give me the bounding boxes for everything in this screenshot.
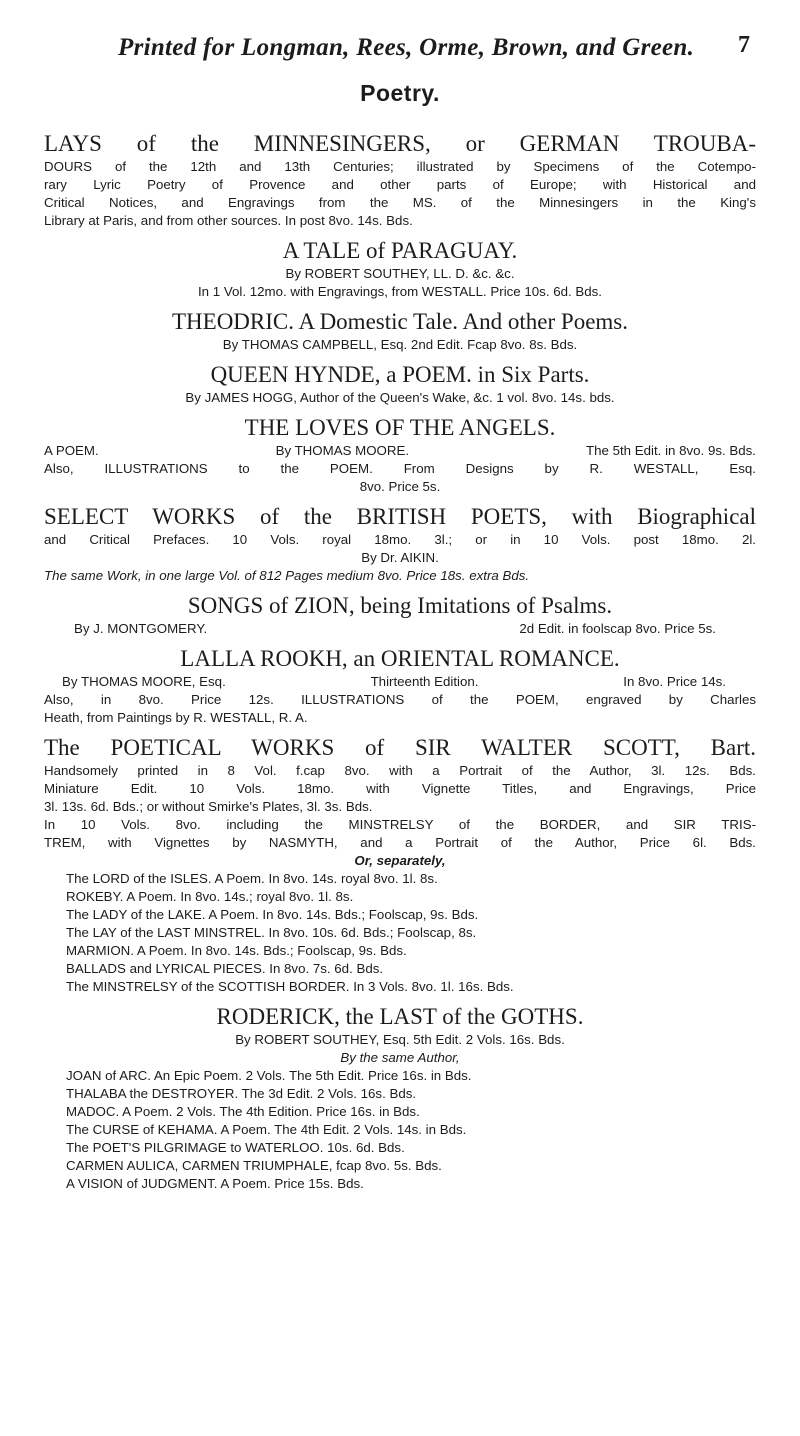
- entry-price: In 8vo. Price 14s.: [623, 674, 726, 689]
- entry-title: QUEEN HYNDE, a POEM. in Six Parts.: [210, 362, 590, 387]
- entry-poetical-works-scott: [44, 734, 756, 996]
- entry-item: BALLADS and LYRICAL PIECES. In 8vo. 7s. 6d. Bds.: [66, 961, 384, 976]
- entry-item: The CURSE of KEHAMA. A Poem. The 4th Edit. 2 Vols. 14s. in Bds.: [66, 1122, 467, 1137]
- entry-loves-of-the-angels: [44, 414, 756, 496]
- entry-title: THE LOVES OF THE ANGELS.: [244, 415, 556, 440]
- entry-line: In 1 Vol. 12mo. with Engravings, from WESTALL. Price 10s. 6d. Bds.: [197, 284, 602, 299]
- entry-line: Heath, from Paintings by R. WESTALL, R. A.: [44, 710, 308, 725]
- entry-subheading: By the same Author,: [340, 1050, 460, 1065]
- page-number: 7: [738, 32, 750, 58]
- entry-genre: A POEM.: [44, 443, 99, 458]
- entry-item: MADOC. A Poem. 2 Vols. The 4th Edition. Price 16s. in Bds.: [66, 1104, 420, 1119]
- section-title: Poetry.: [360, 80, 440, 106]
- entry-edition: 2d Edit. in foolscap 8vo. Price 5s.: [519, 621, 716, 636]
- entry-item: JOAN of ARC. An Epic Poem. 2 Vols. The 5th Edit. Price 16s. in Bds.: [66, 1068, 472, 1083]
- entry-line: Miniature Edit. 10 Vols. 18mo. with Vignette Titles, and Engravings, Price: [44, 781, 756, 796]
- entry-line: and Critical Prefaces. 10 Vols. royal 18mo. 3l.; or in 10 Vols. post 18mo. 2l.: [44, 532, 756, 547]
- entry-author-line: By ROBERT SOUTHEY, LL. D. &c. &c.: [285, 266, 515, 281]
- entry-lalla-rookh: [44, 645, 756, 727]
- entry-item: The LORD of the ISLES. A Poem. In 8vo. 14s. royal 8vo. 1l. 8s.: [66, 871, 438, 886]
- entry-title: A TALE of PARAGUAY.: [282, 238, 518, 263]
- entry-author-line: By THOMAS CAMPBELL, Esq. 2nd Edit. Fcap 8vo. 8s. Bds.: [222, 337, 578, 352]
- entry-item: The MINSTRELSY of the SCOTTISH BORDER. In 3 Vols. 8vo. 1l. 16s. Bds.: [66, 979, 514, 994]
- entry-line: Also, ILLUSTRATIONS to the POEM. From Designs by R. WESTALL, Esq.: [44, 461, 756, 476]
- catalogue-entries: [44, 130, 756, 1200]
- entry-title: LAYS of the MINNESINGERS, or GERMAN TROUBA-: [44, 131, 756, 156]
- entry-author: By THOMAS MOORE.: [275, 443, 410, 458]
- entry-item: THALABA the DESTROYER. The 3d Edit. 2 Vols. 16s. Bds.: [66, 1086, 417, 1101]
- entry-author: By J. MONTGOMERY.: [74, 621, 208, 636]
- entry-title: RODERICK, the LAST of the GOTHS.: [216, 1004, 584, 1029]
- entry-edition: The 5th Edit. in 8vo. 9s. Bds.: [585, 443, 756, 458]
- entry-author: By THOMAS MOORE, Esq.: [62, 674, 226, 689]
- entry-line: rary Lyric Poetry of Provence and other parts of Europe; with Historical and: [44, 177, 756, 192]
- entry-item: ROKEBY. A Poem. In 8vo. 14s.; royal 8vo. 1l. 8s.: [66, 889, 354, 904]
- entry-songs-of-zion: [44, 592, 756, 638]
- entry-line: Handsomely printed in 8 Vol. f.cap 8vo. with a Portrait of the Author, 3l. 12s. Bds.: [44, 763, 756, 778]
- entry-line: DOURS of the 12th and 13th Centuries; illustrated by Specimens of the Cotempo-: [44, 159, 756, 174]
- entry-item: CARMEN AULICA, CARMEN TRIUMPHALE, fcap 8vo. 5s. Bds.: [66, 1158, 442, 1173]
- entry-tale-of-paraguay: [44, 237, 756, 301]
- entry-author-line: By ROBERT SOUTHEY, Esq. 5th Edit. 2 Vols. 16s. Bds.: [235, 1032, 565, 1047]
- entry-title: SELECT WORKS of the BRITISH POETS, with Biographical: [44, 504, 756, 529]
- entry-select-works: [44, 503, 756, 585]
- running-head: Printed for Longman, Rees, Orme, Brown, and Green.: [118, 34, 695, 61]
- entry-line: Also, in 8vo. Price 12s. ILLUSTRATIONS of the POEM, engraved by Charles: [44, 692, 756, 707]
- entry-item: A VISION of JUDGMENT. A Poem. Price 15s. Bds.: [66, 1176, 364, 1191]
- entry-roderick: [44, 1003, 756, 1193]
- entry-item: The LADY of the LAKE. A Poem. In 8vo. 14s. Bds.; Foolscap, 9s. Bds.: [66, 907, 479, 922]
- entry-item: MARMION. A Poem. In 8vo. 14s. Bds.; Foolscap, 9s. Bds.: [66, 943, 407, 958]
- entry-author-line: [44, 442, 756, 460]
- entry-queen-hynde: [44, 361, 756, 407]
- entry-item: The POET'S PILGRIMAGE to WATERLOO. 10s. 6d. Bds.: [66, 1140, 405, 1155]
- entry-line: In 10 Vols. 8vo. including the MINSTRELSY of the BORDER, and SIR TRIS-: [44, 817, 756, 832]
- entry-edition: Thirteenth Edition.: [370, 674, 479, 689]
- entry-minnesingers: [44, 130, 756, 230]
- entry-line: The same Work, in one large Vol. of 812 Pages medium 8vo. Price 18s. extra Bds.: [44, 568, 530, 583]
- entry-title: LALLA ROOKH, an ORIENTAL ROMANCE.: [180, 646, 620, 671]
- entry-line: Library at Paris, and from other sources. In post 8vo. 14s. Bds.: [44, 213, 413, 228]
- entry-author-line: [44, 620, 756, 638]
- entry-subheading: Or, separately,: [354, 853, 446, 868]
- entry-line: 3l. 13s. 6d. Bds.; or without Smirke's Plates, 3l. 3s. Bds.: [44, 799, 373, 814]
- entry-author-line: By Dr. AIKIN.: [361, 550, 439, 565]
- entry-author-line: [44, 673, 756, 691]
- entry-title: The POETICAL WORKS of SIR WALTER SCOTT, Bart.: [44, 735, 756, 760]
- entry-theodric: [44, 308, 756, 354]
- entry-line: TREM, with Vignettes by NASMYTH, and a Portrait of the Author, Price 6l. Bds.: [44, 835, 756, 850]
- entry-title: SONGS of ZION, being Imitations of Psalms.: [187, 593, 613, 618]
- entry-item: The LAY of the LAST MINSTREL. In 8vo. 10s. 6d. Bds.; Foolscap, 8s.: [66, 925, 477, 940]
- entry-author-line: By JAMES HOGG, Author of the Queen's Wake, &c. 1 vol. 8vo. 14s. bds.: [185, 390, 615, 405]
- entry-line: 8vo. Price 5s.: [359, 479, 441, 494]
- entry-title: THEODRIC. A Domestic Tale. And other Poems.: [171, 309, 628, 334]
- entry-line: Critical Notices, and Engravings from the MS. of the Minnesingers in the King's: [44, 195, 756, 210]
